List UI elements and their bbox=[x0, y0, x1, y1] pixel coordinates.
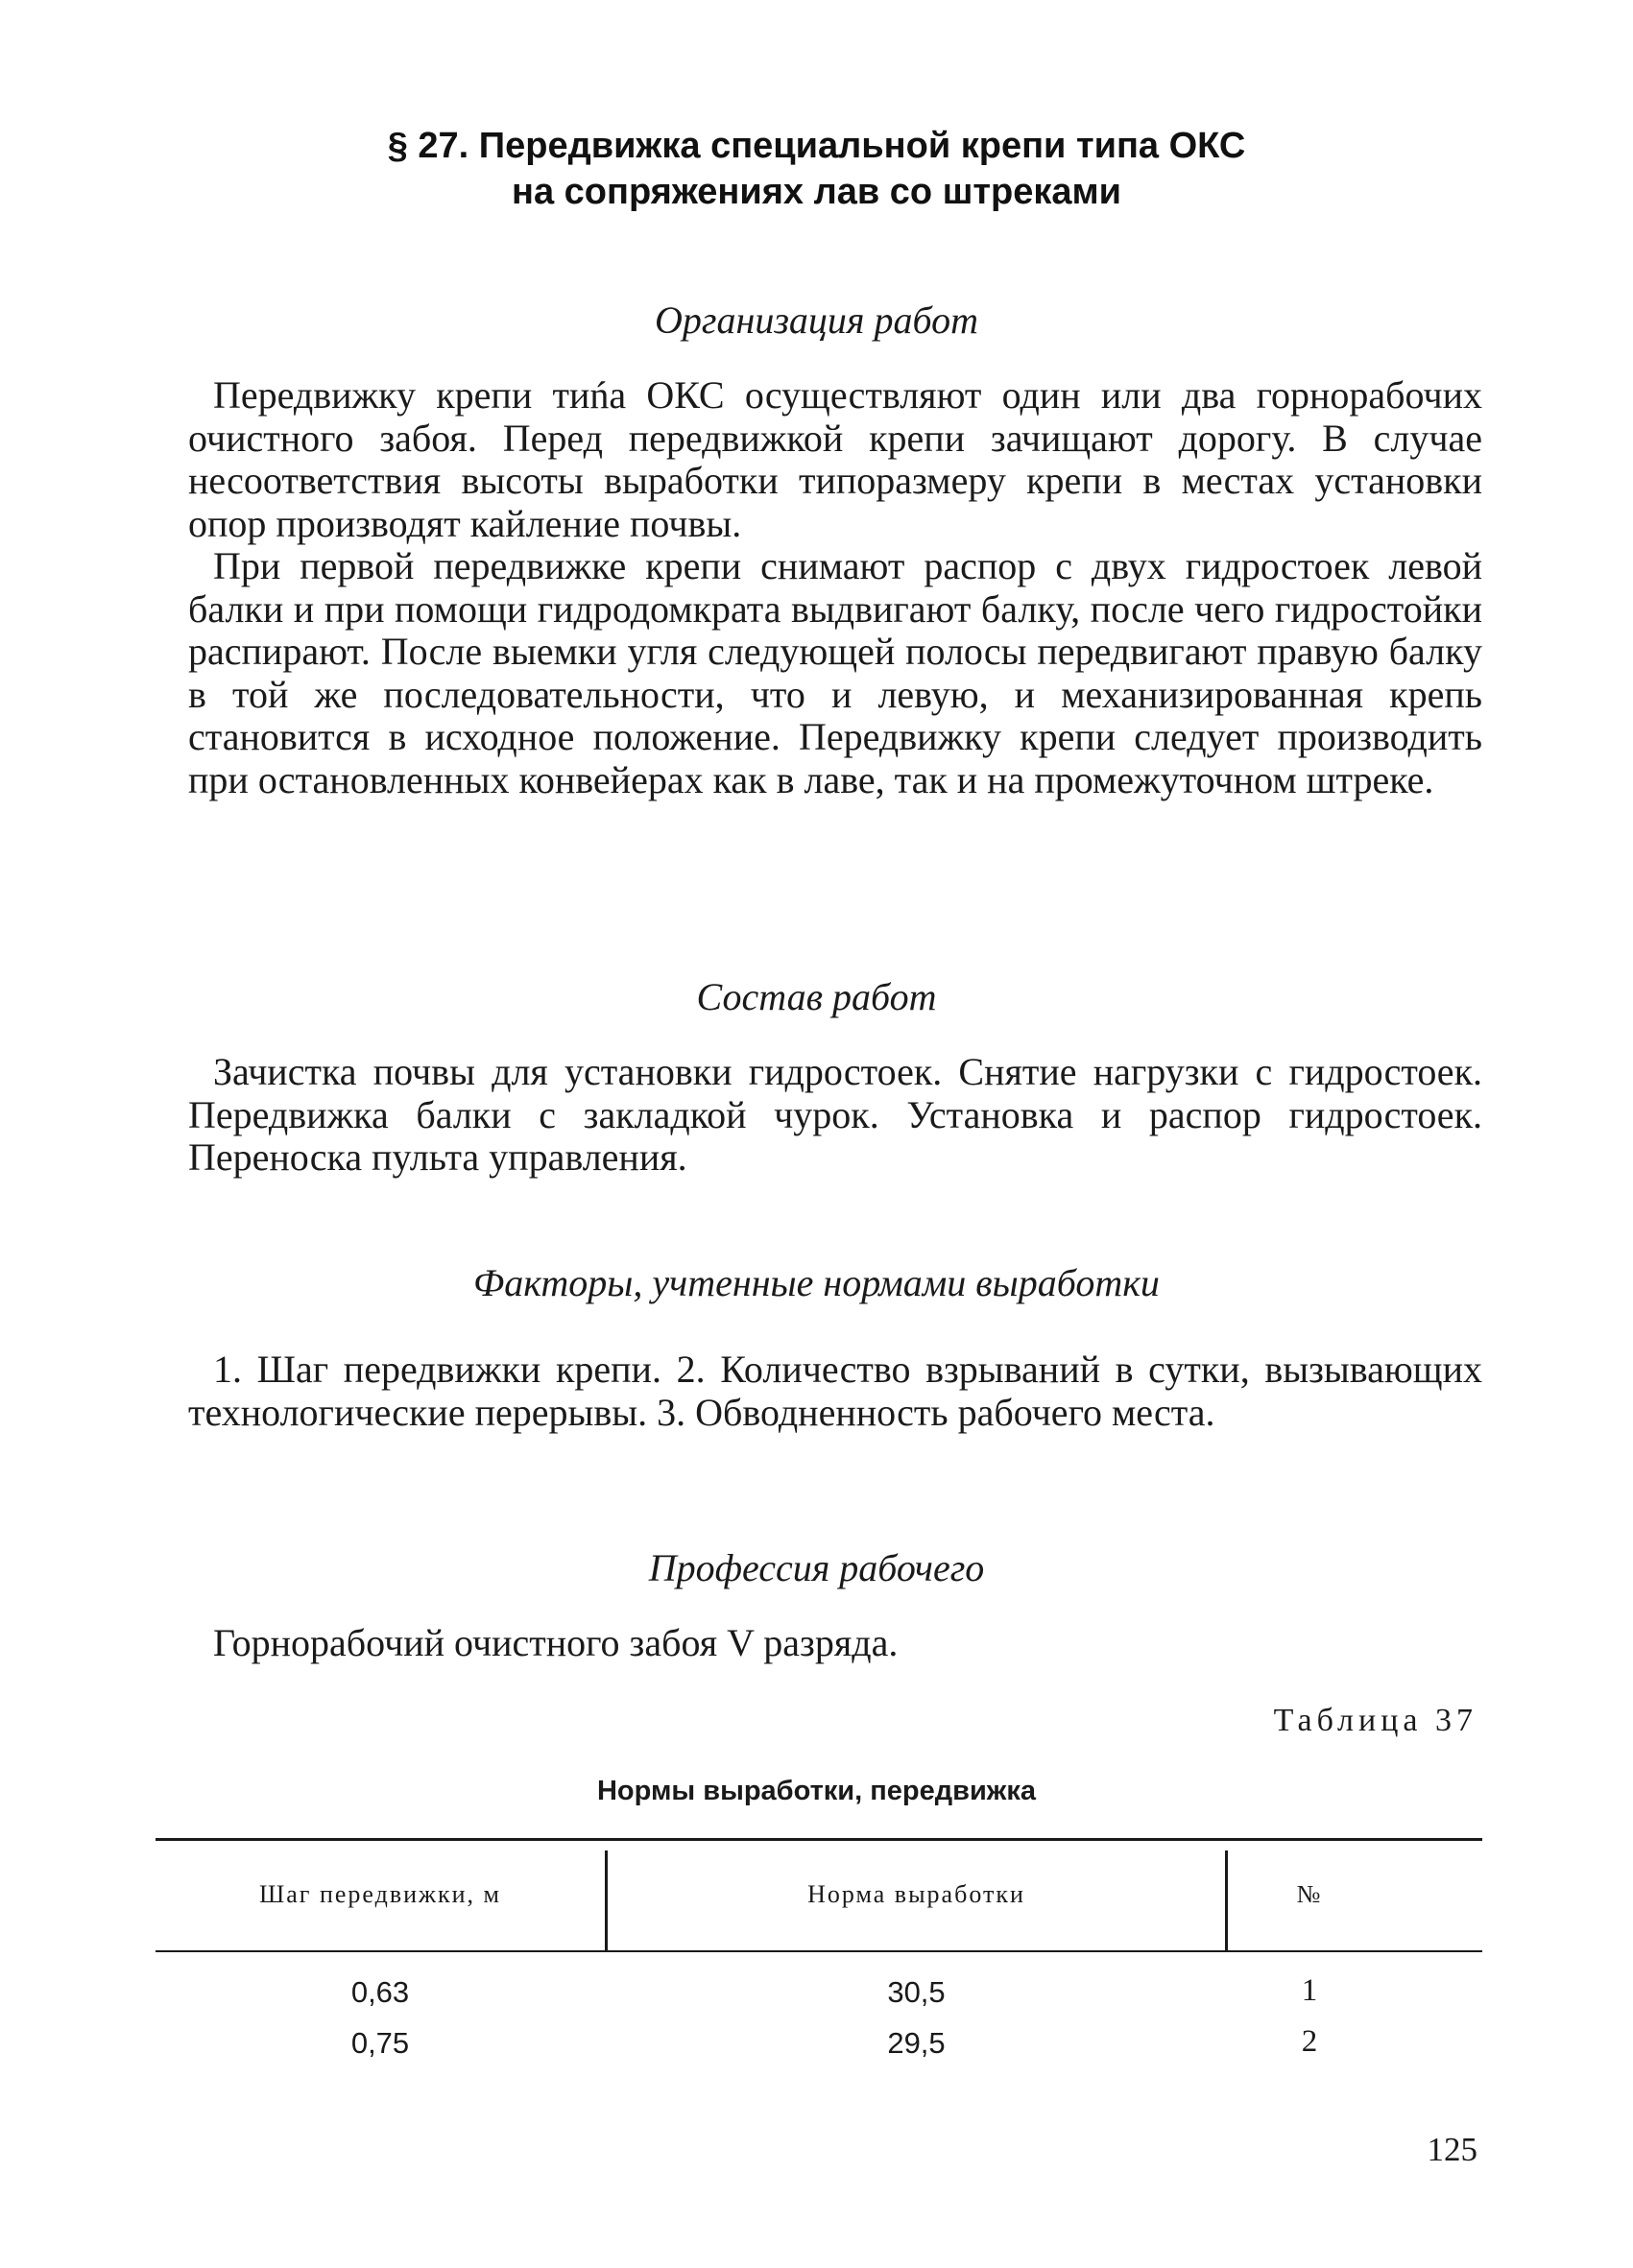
norms-table bbox=[156, 1838, 1482, 2078]
table-title: Нормы выработки, передвижка bbox=[596, 1776, 1037, 1806]
table-cell-number: 1 bbox=[1301, 1973, 1318, 2008]
organization-text bbox=[188, 374, 1482, 801]
profession-text bbox=[188, 1622, 1482, 1665]
table-top-rule bbox=[156, 1838, 1482, 1841]
table-cell-step: 0,75 bbox=[350, 2026, 410, 2060]
table-header-number: № bbox=[1296, 1880, 1323, 1908]
table-cell-step: 0,63 bbox=[350, 1975, 410, 2009]
section-title-line-1: § 27. Передвижка специальной крепи типа ОКС bbox=[387, 126, 1246, 166]
organization-heading: Организация работ bbox=[654, 298, 978, 342]
table-cell-norm: 29,5 bbox=[887, 2026, 946, 2060]
table-cell-number: 2 bbox=[1301, 2024, 1318, 2059]
organization-paragraph-2: При первой передвижке крепи снимают распор с двух гидростоек левой балки и при помощи гидродомкрата выдвигают балку, после чего гидростойки распирают. После выемки угля следующей полосы передвигают правую балку в той же последовательности, что и левую, и механизированная крепь становится в исходное положение. Передвижку крепи следует производить при остановленных конвейерах как в лаве, так и на промежуточном штреке. bbox=[188, 544, 1482, 801]
table-header-rule bbox=[156, 1950, 1482, 1952]
table-caption: Таблица 37 bbox=[1273, 1703, 1477, 1738]
composition-text bbox=[188, 1051, 1482, 1180]
factors-text bbox=[188, 1349, 1482, 1434]
table-header-norm: Норма выработки bbox=[807, 1880, 1025, 1908]
page-number: 125 bbox=[1427, 2131, 1477, 2168]
profession-heading: Профессия рабочего bbox=[648, 1546, 985, 1589]
table-cell-norm: 30,5 bbox=[887, 1975, 946, 2009]
composition-heading: Состав работ bbox=[696, 975, 937, 1018]
factors-heading: Факторы, учтенные нормами выработки bbox=[473, 1261, 1160, 1304]
section-title bbox=[0, 123, 1633, 215]
organization-paragraph-1: Передвижку крепи тиńа ОКС осуществляют один или два горнорабочих очистного забоя. Перед передвижкой крепи зачищают дорогу. В случае несоответствия высоты выработки типоразмеру крепи в местах установки опор производят кайление почвы. bbox=[188, 373, 1482, 545]
factors-paragraph: 1. Шаг передвижки крепи. 2. Количество взрываний в сутки, вызывающих технологические перерывы. 3. Обводненность рабочего места. bbox=[188, 1348, 1482, 1434]
section-title-line-2: на сопряжениях лав со штреками bbox=[512, 172, 1121, 212]
table-header-step: Шаг передвижки, м bbox=[259, 1880, 501, 1908]
profession-paragraph: Горнорабочий очистного забоя V разряда. bbox=[213, 1621, 899, 1664]
composition-paragraph: Зачистка почвы для установки гидростоек. Снятие нагрузки с гидростоек. Передвижка балки с закладкой чурок. Установка и распор гидростоек. Переноска пульта управления. bbox=[188, 1050, 1482, 1179]
